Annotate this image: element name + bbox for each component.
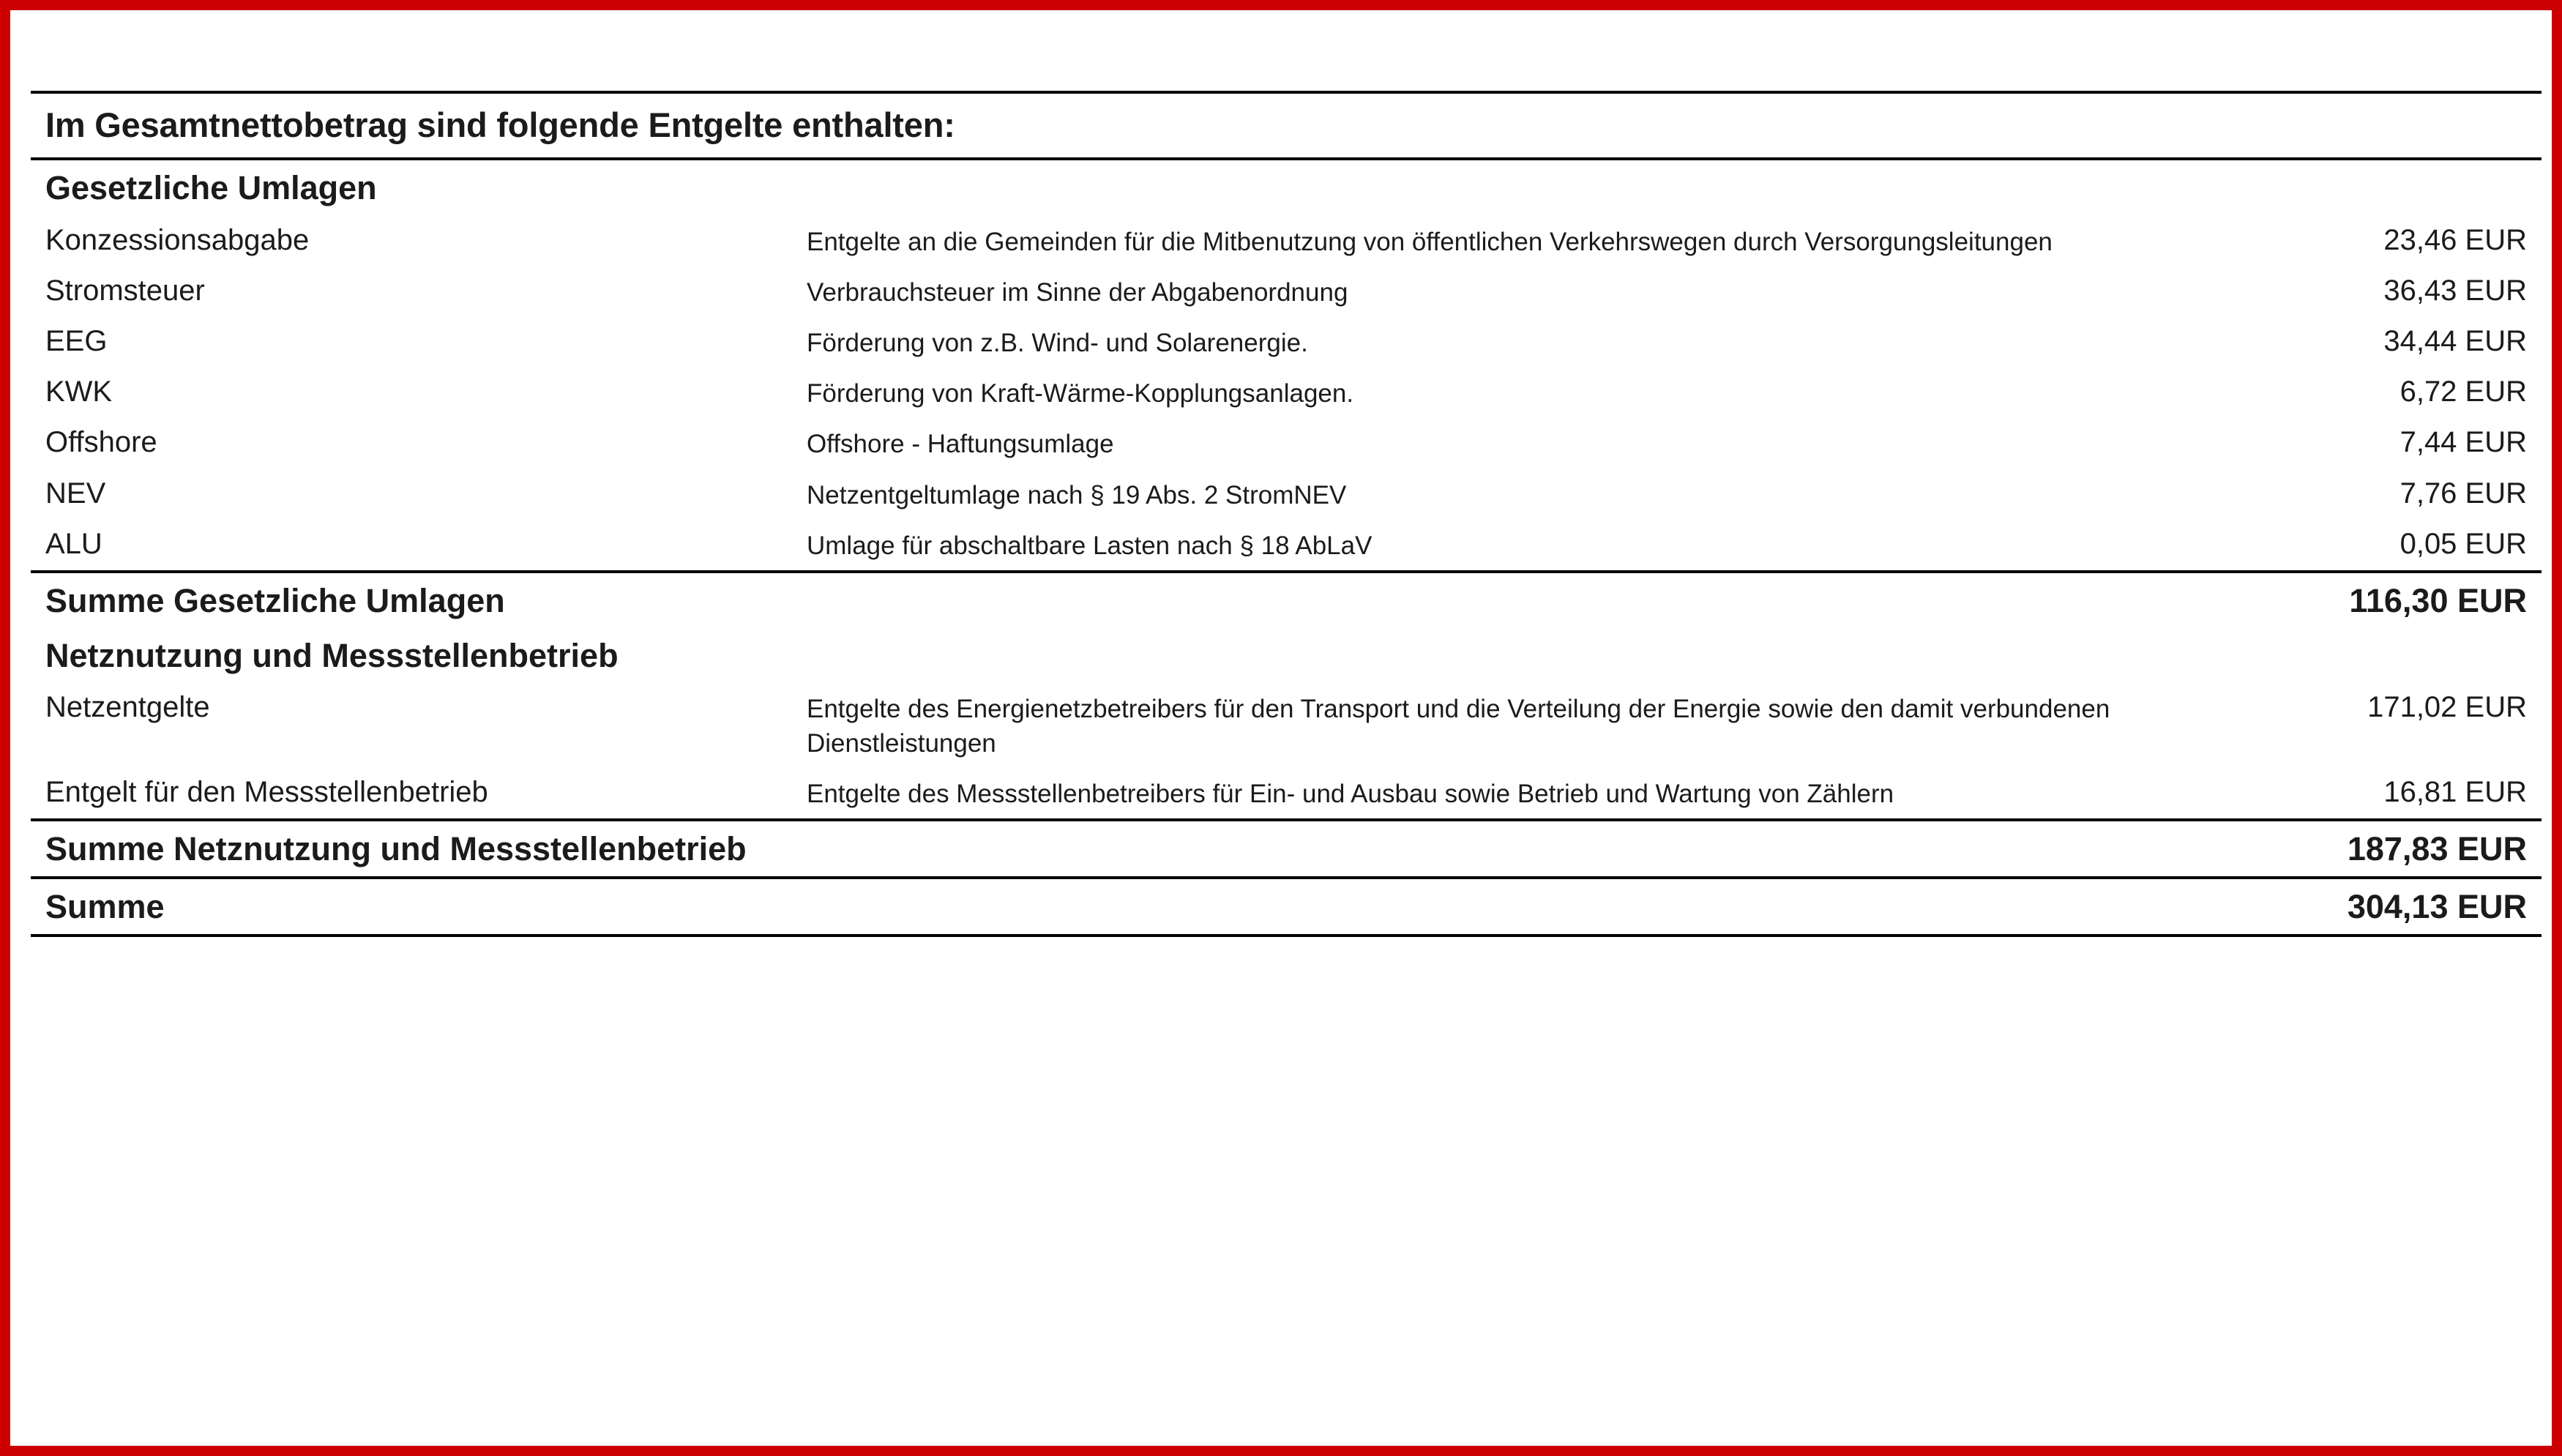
item-description: Offshore - Haftungsumlage [807, 430, 1114, 459]
table-row [31, 469, 2542, 520]
item-amount: 23,46 EUR [2383, 223, 2527, 256]
item-description: Entgelte des Energienetzbetreibers für den Transport und die Verteilung der Energie sowie den damit verbundenen Dienstleistungen [807, 695, 2110, 758]
item-label: Konzessionsabgabe [45, 223, 310, 256]
item-description: Entgelte an die Gemeinden für die Mitbenutzung von öffentlichen Verkehrswegen durch Versorgungsleitungen [807, 227, 2053, 256]
item-description: Förderung von z.B. Wind- und Solarenergie. [807, 328, 1308, 357]
table-row [31, 317, 2542, 367]
item-description: Verbrauchsteuer im Sinne der Abgabenordnung [807, 277, 1348, 307]
table-row [31, 216, 2542, 266]
item-amount: 36,43 EUR [2383, 274, 2527, 307]
table-row [31, 520, 2542, 570]
item-description: Netzentgeltumlage nach § 19 Abs. 2 StromNEV [807, 480, 1347, 509]
item-label: Offshore [45, 426, 157, 459]
item-label: NEV [45, 477, 106, 509]
item-amount: 171,02 EUR [2367, 691, 2527, 724]
table-title-row [31, 94, 2542, 160]
grand-total-label: Summe [45, 888, 165, 926]
section-sum-gesetzliche-umlagen [31, 570, 2542, 628]
grand-total-amount: 304,13 EUR [2347, 888, 2527, 926]
item-description: Förderung von Kraft-Wärme-Kopplungsanlagen. [807, 379, 1354, 408]
section-heading-gesetzliche-umlagen [31, 160, 2542, 215]
item-label: EEG [45, 324, 108, 357]
item-label: ALU [45, 527, 102, 560]
section-heading-label: Netznutzung und Messstellenbetrieb [45, 637, 619, 675]
table-row [31, 266, 2542, 317]
sum-amount: 187,83 EUR [2347, 829, 2527, 867]
item-label: Netzentgelte [45, 691, 210, 724]
table-row [31, 418, 2542, 468]
section-sum-netznutzung [31, 818, 2542, 876]
item-amount: 34,44 EUR [2383, 324, 2527, 357]
item-label: Stromsteuer [45, 274, 205, 307]
item-amount: 0,05 EUR [2399, 527, 2527, 560]
grand-total-row [31, 876, 2542, 934]
item-description: Umlage für abschaltbare Lasten nach § 18 AbLaV [807, 531, 1372, 560]
table-row [31, 683, 2542, 767]
item-amount: 7,44 EUR [2399, 426, 2527, 459]
item-description: Entgelte des Messstellenbetreibers für Ein- und Ausbau sowie Betrieb und Wartung von Zählern [807, 779, 1894, 808]
entgelte-table [31, 91, 2542, 937]
table-row [31, 768, 2542, 818]
table-row [31, 367, 2542, 418]
page-title: Im Gesamtnettobetrag sind folgende Entgelte enthalten: [45, 105, 955, 144]
sum-amount: 116,30 EUR [2349, 581, 2527, 619]
section-heading-netznutzung [31, 628, 2542, 683]
sum-label: Summe Gesetzliche Umlagen [45, 581, 505, 619]
sum-label: Summe Netznutzung und Messstellenbetrieb [45, 829, 747, 867]
item-amount: 6,72 EUR [2399, 376, 2527, 408]
item-label: Entgelt für den Messstellenbetrieb [45, 775, 488, 808]
item-amount: 7,76 EUR [2399, 477, 2527, 509]
section-heading-label: Gesetzliche Umlagen [45, 169, 377, 207]
item-amount: 16,81 EUR [2383, 775, 2527, 808]
item-label: KWK [45, 376, 113, 408]
page-inner [20, 20, 2542, 1436]
